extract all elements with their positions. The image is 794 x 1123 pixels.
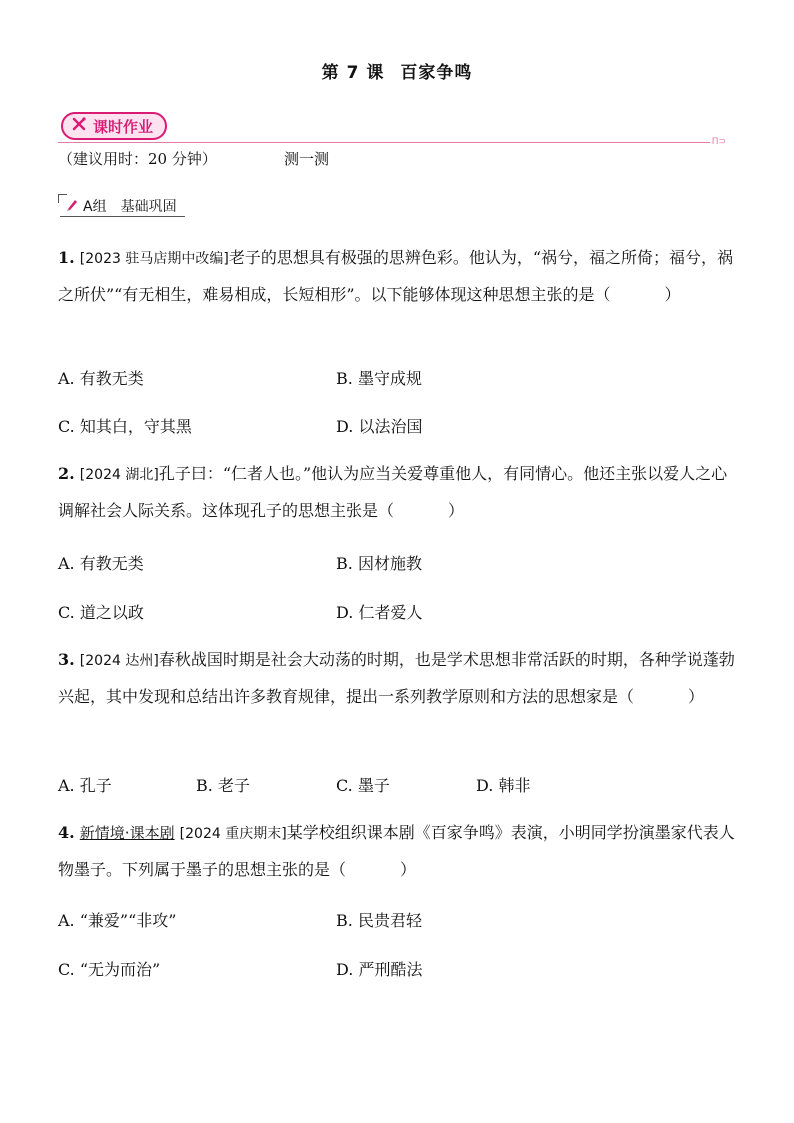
option-text: 韩非	[498, 776, 531, 795]
option-text: 民贵君轻	[357, 911, 422, 930]
group-a-tag	[60, 196, 185, 217]
option-key: A.	[58, 369, 75, 388]
time-note-row	[58, 148, 330, 169]
question-source: [2023 驻马店期中改编]	[79, 251, 229, 267]
option-text: “兼爱”“非攻”	[79, 911, 177, 930]
q3-option-a[interactable]	[58, 773, 112, 796]
group-label: A组 基础巩固	[83, 199, 177, 215]
question-1	[58, 240, 738, 313]
q2-option-d[interactable]	[336, 600, 422, 623]
time-note: （建议用时：20 分钟）	[58, 150, 217, 168]
option-key: D.	[336, 417, 354, 436]
option-text: 墨守成规	[357, 369, 422, 388]
banner-end-mark: Π⊃	[711, 137, 726, 147]
q4-option-b[interactable]	[336, 908, 422, 931]
option-key: B.	[336, 369, 353, 388]
tag-corner	[58, 194, 67, 203]
q2-option-a[interactable]	[58, 551, 144, 574]
question-4	[58, 815, 738, 888]
option-text: 老子	[217, 776, 250, 795]
q4-option-c[interactable]	[58, 957, 160, 980]
q2-option-c[interactable]	[58, 600, 144, 623]
q3-option-c[interactable]	[336, 773, 390, 796]
banner-divider	[58, 142, 710, 143]
lesson-number: 第 7 课	[321, 63, 385, 83]
q2-option-b[interactable]	[336, 551, 422, 574]
question-number: 2.	[58, 464, 75, 483]
option-text: 道之以政	[79, 603, 144, 622]
question-3	[58, 642, 738, 715]
question-number: 1.	[58, 248, 75, 267]
test-label: 测一测	[284, 150, 330, 168]
homework-label: 课时作业	[93, 117, 154, 136]
option-text: 因材施教	[357, 554, 422, 573]
option-key: C.	[58, 603, 75, 622]
option-key: C.	[336, 776, 353, 795]
option-text: 严刑酷法	[358, 960, 423, 979]
option-key: B.	[196, 776, 213, 795]
q3-option-d[interactable]	[476, 773, 530, 796]
lesson-name: 百家争鸣	[400, 63, 473, 83]
q1-option-b[interactable]	[336, 366, 422, 389]
homework-banner	[58, 110, 728, 147]
q4-option-a[interactable]	[58, 908, 176, 931]
option-key: C.	[58, 417, 75, 436]
question-2	[58, 456, 738, 529]
option-text: “无为而治”	[79, 960, 161, 979]
question-text: 孔子曰：“仁者人也。”他认为应当关爱尊重他人，有同情心。他还主张以爱人之心调解社会人际关系。这体现孔子的思想主张是（	[58, 464, 728, 520]
question-text: 春秋战国时期是社会大动荡的时期，也是学术思想非常活跃的时期，各种学说蓬勃兴起，其中发现和总结出许多教育规律，提出一系列教学原则和方法的思想家是（	[58, 650, 735, 706]
option-text: 仁者爱人	[358, 603, 423, 622]
paren-close: ）	[664, 285, 681, 304]
option-key: D.	[476, 776, 494, 795]
q1-option-a[interactable]	[58, 366, 144, 389]
option-key: B.	[336, 554, 353, 573]
question-number: 4.	[58, 823, 75, 842]
option-key: D.	[336, 603, 354, 622]
option-text: 孔子	[79, 776, 112, 795]
homework-badge	[61, 112, 167, 140]
question-text: 老子的思想具有极强的思辨色彩。他认为，“祸兮，福之所倚；福兮，祸之所伏”“有无相生，难易相成，长短相形”。以下能够体现这种思想主张的是（	[58, 248, 733, 304]
pen-icon	[66, 197, 78, 215]
q1-option-c[interactable]	[58, 414, 192, 437]
option-text: 知其白，守其黑	[79, 417, 192, 436]
q4-option-d[interactable]	[336, 957, 422, 980]
q3-option-b[interactable]	[196, 773, 250, 796]
paren-close: ）	[400, 860, 417, 879]
option-text: 以法治国	[358, 417, 423, 436]
option-key: A.	[58, 554, 75, 573]
option-text: 有教无类	[79, 369, 144, 388]
question-text: 某学校组织课本剧《百家争鸣》表演，小明同学扮演墨家代表人物墨子。下列属于墨子的思想主张的是（	[58, 823, 735, 879]
page-title	[0, 58, 794, 83]
context-tag: 新情境·课本剧	[79, 824, 175, 842]
option-key: A.	[58, 776, 75, 795]
option-key: D.	[336, 960, 354, 979]
question-source: [2024 达州]	[79, 653, 159, 669]
paren-close: ）	[448, 501, 465, 520]
option-key: B.	[336, 911, 353, 930]
option-key: A.	[58, 911, 75, 930]
pencil-ruler-icon	[71, 116, 87, 136]
q1-option-d[interactable]	[336, 414, 422, 437]
paren-close: ）	[688, 687, 705, 706]
option-text: 墨子	[357, 776, 390, 795]
option-key: C.	[58, 960, 75, 979]
question-source: [2024 重庆期末]	[179, 826, 287, 842]
question-source: [2024 湖北]	[79, 467, 159, 483]
question-number: 3.	[58, 650, 75, 669]
option-text: 有教无类	[79, 554, 144, 573]
